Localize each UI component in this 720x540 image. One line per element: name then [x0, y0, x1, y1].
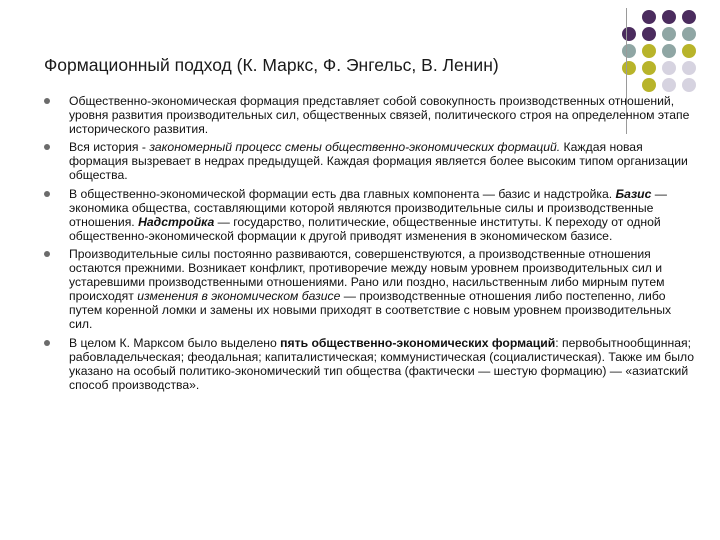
decor-dot: [662, 10, 676, 24]
item-bold: пять общественно-экономических формаций: [280, 335, 556, 350]
term-superstructure: Надстройка: [138, 214, 215, 229]
bullet-icon: [44, 251, 50, 257]
item-emphasis: закономерный процесс смены общественно-экономических формаций.: [149, 140, 561, 155]
item-text: — экономика общества, составляющими которой являются производительные силы и производственные отношения.: [69, 186, 667, 229]
decor-dot: [682, 44, 696, 58]
slide-title: Формационный подход (К. Маркс, Ф. Энгельс, В. Ленин): [44, 55, 499, 75]
decor-dot: [662, 44, 676, 58]
list-item-2: [44, 140, 694, 182]
list-item-3: [44, 187, 694, 243]
item-text: Общественно-экономическая формация представляет собой совокупность производственных отношений, уровня развития производительных сил, общественных связей, политического строя на определенном этапе исторического развития.: [69, 94, 690, 137]
item-text: : первобытнообщинная; рабовладельческая; феодальная; капиталистическая; коммунистическая (социалистическая). Также им было указано на особый политико-экономический тип общества (фактически — шестую формацию) — «азиатский способ производства».: [69, 335, 695, 392]
decor-dot: [642, 78, 656, 92]
item-text: Каждая новая формация вызревает в недрах предыдущей. Каждая формация является более высоким типом организации общества.: [69, 140, 688, 183]
bullet-icon: [44, 340, 50, 346]
list-item-1: [44, 94, 694, 136]
decor-dot: [662, 27, 676, 41]
item-text: — производственные отношения либо постепенно, либо путем коренной ломки и замены их новыми приходят в соответствие с новым уровнем производительных сил.: [69, 289, 672, 332]
bullet-icon: [44, 98, 50, 104]
decor-dot: [642, 10, 656, 24]
decor-dot: [622, 27, 636, 41]
item-text: Вся история -: [69, 140, 150, 155]
list-item-5: [44, 336, 694, 392]
item-text: В целом К. Марксом было выделено: [69, 335, 281, 350]
decor-dot: [642, 27, 656, 41]
decor-dot: [682, 78, 696, 92]
bullet-list: [44, 94, 694, 396]
decor-dot: [662, 61, 676, 75]
decor-dot: [622, 61, 636, 75]
item-emphasis: изменения в экономическом базисе: [137, 289, 341, 304]
decor-dot: [682, 27, 696, 41]
decor-dot: [682, 10, 696, 24]
decor-dot: [642, 61, 656, 75]
decor-dot: [642, 44, 656, 58]
decor-dot: [662, 78, 676, 92]
item-text: Производительные силы постоянно развиваются, совершенствуются, а производственные отношения остаются прежними. Возникает конфликт, противоречие между новым уровнем производительных сил и устаревшими производственными отношениями. Рано или поздно, насильственным либо мирным путем происходят: [69, 246, 665, 304]
list-item-4: [44, 247, 694, 332]
item-text: — государство, политические, общественные институты. К переходу от одной общественно-экономической формации к другой приводят изменения в экономическом базисе.: [69, 214, 661, 243]
decor-dot: [622, 44, 636, 58]
term-basis: Базис: [615, 186, 652, 201]
item-text: В общественно-экономической формации есть два главных компонента — базис и надстройка.: [69, 186, 616, 201]
bullet-icon: [44, 144, 50, 150]
bullet-icon: [44, 191, 50, 197]
decor-dot: [682, 61, 696, 75]
